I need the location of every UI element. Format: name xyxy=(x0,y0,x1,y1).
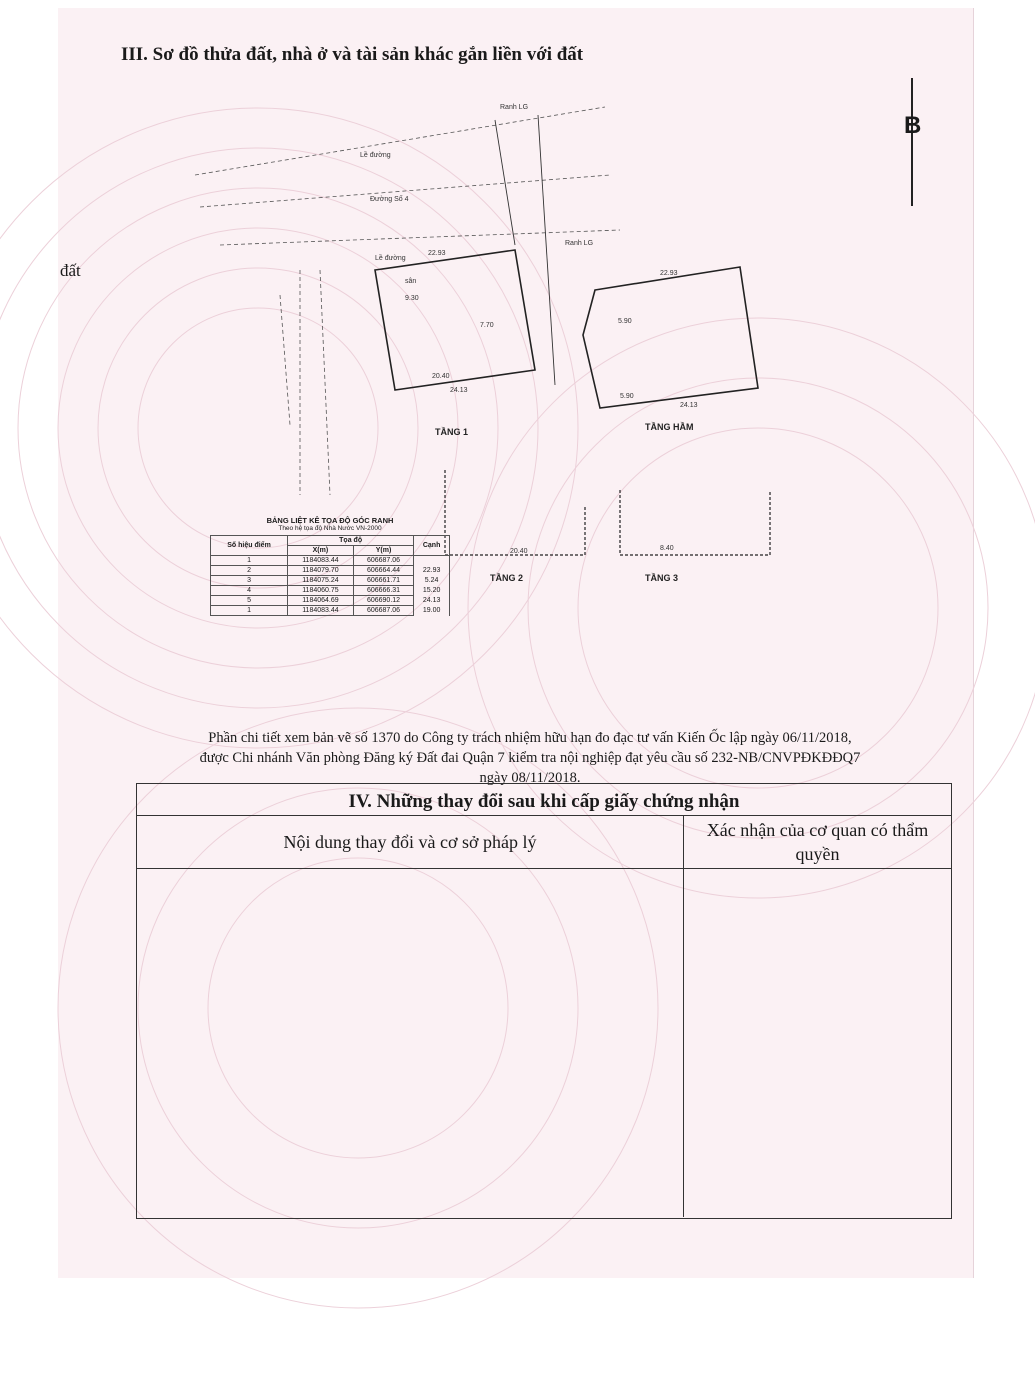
table-row: 4 1184060.75 606666.31 15.20 xyxy=(211,586,450,596)
header-edge: Cạnh xyxy=(414,536,450,556)
dim-label: 22.93 xyxy=(660,270,678,277)
road-label: Ranh LG xyxy=(565,240,594,247)
table-row: 5 1184064.69 606690.12 24.13 xyxy=(211,596,450,606)
dim-label: 24.13 xyxy=(450,387,468,394)
basement-outline xyxy=(583,267,758,408)
header-coord: Tọa độ xyxy=(288,536,414,546)
section-4-title: IV. Những thay đổi sau khi cấp giấy chứng nhận xyxy=(137,784,951,816)
boundary-coordinate-table xyxy=(210,516,450,616)
floor1-outline xyxy=(375,250,535,390)
dim-label: 7.70 xyxy=(480,322,494,329)
header-point: Số hiệu điểm xyxy=(211,536,288,556)
dim-label: 20.40 xyxy=(510,548,528,555)
dim-label: 8.40 xyxy=(660,545,674,552)
dim-label: 20.40 xyxy=(432,373,450,380)
dim-label: 24.13 xyxy=(680,402,698,409)
margin-fragment-text: đất xyxy=(60,261,81,280)
table-row: 1 1184083.44 606687.06 19.00 xyxy=(211,606,450,616)
note-line-2: được Chi nhánh Văn phòng Đăng ký Đất đai Quận 7 kiểm tra nội nghiệp đạt yêu cầu số 232-NB/CNVPĐKĐĐQ7 xyxy=(199,750,861,766)
header-y: Y(m) xyxy=(353,546,413,556)
section-3-heading: III. Sơ đồ thửa đất, nhà ở và tài sản khác gắn liền với đất xyxy=(121,44,584,65)
yard-label: sân xyxy=(405,278,417,285)
table-row: 2 1184079.70 606664.44 22.93 xyxy=(211,566,450,576)
coord-table-title: BẢNG LIỆT KÊ TỌA ĐỘ GÓC RANH xyxy=(266,516,394,525)
note-line-1: Phần chi tiết xem bản vẽ số 1370 do Công ty trách nhiệm hữu hạn đo đạc tư vấn Kiến Ốc lập ngày 06/11/2018, xyxy=(208,730,852,746)
table-row: 3 1184075.24 606661.71 5.24 xyxy=(211,576,450,586)
road-label: Đường Số 4 xyxy=(370,196,409,203)
table-row: 1 1184083.44 606687.06 xyxy=(211,556,450,566)
road-label: Lề đường xyxy=(360,152,391,159)
note-line-3: ngày 08/11/2018. xyxy=(479,770,581,786)
floor1-label: TẦNG 1 xyxy=(435,427,469,437)
authority-confirmation-header: Xác nhận của cơ quan có thẩm quyền xyxy=(706,820,929,864)
dim-label: 5.90 xyxy=(618,318,632,325)
basement-label: TẦNG HẦM xyxy=(645,422,694,432)
dim-label: 9.30 xyxy=(405,295,419,302)
dim-label: 5.90 xyxy=(620,393,634,400)
road-label: Lề đường xyxy=(375,255,406,262)
road-label: Ranh LG xyxy=(500,104,529,111)
floor2-label: TẦNG 2 xyxy=(490,573,524,583)
north-arrow-letter: B xyxy=(904,112,922,139)
floor3-label: TẦNG 3 xyxy=(645,573,679,583)
dim-label: 22.93 xyxy=(428,250,446,257)
coord-table-subtitle: Theo hệ tọa độ Nhà Nước VN-2000 xyxy=(278,525,382,532)
drawing-reference-note xyxy=(130,728,930,788)
changes-content-header: Nội dung thay đổi và cơ sở pháp lý xyxy=(137,816,684,868)
header-x: X(m) xyxy=(288,546,354,556)
changes-table xyxy=(136,783,952,1219)
north-arrow-line xyxy=(911,78,913,206)
changes-content-cell xyxy=(137,869,684,1217)
